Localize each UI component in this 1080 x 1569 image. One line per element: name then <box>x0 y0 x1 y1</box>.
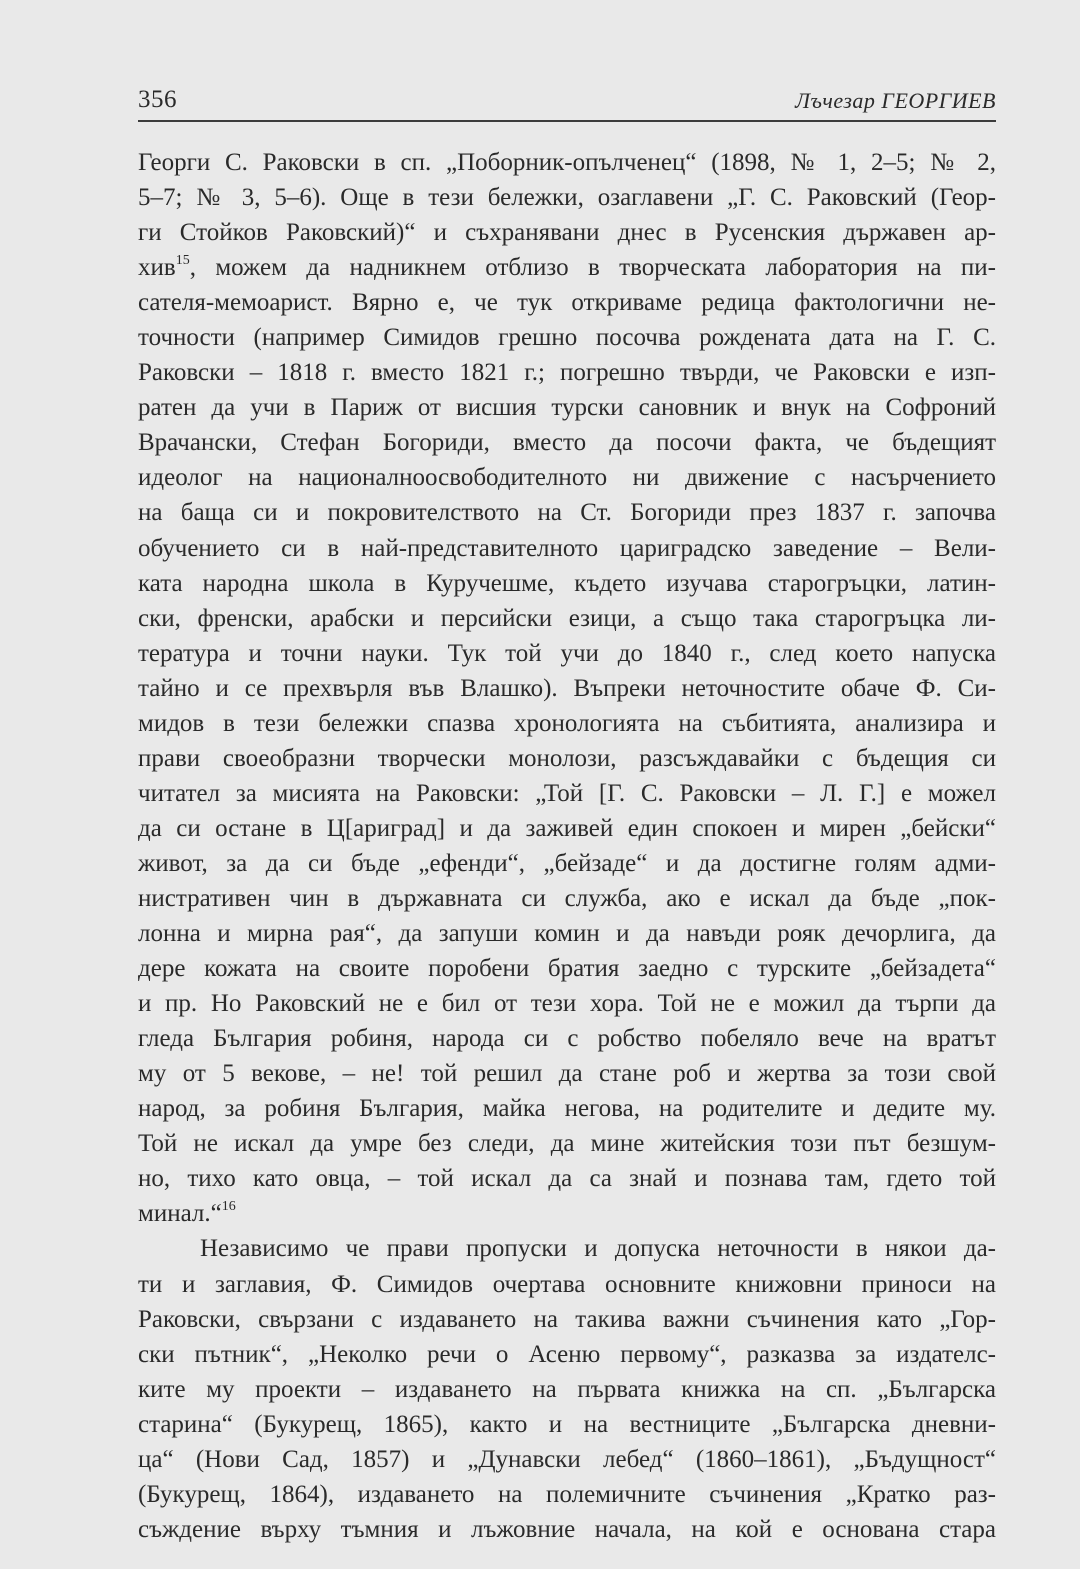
text-line <box>138 145 996 180</box>
text-line-content: нистративен чин в държавната си служба, ако е искал да бъде „пок- <box>138 884 996 912</box>
text-line <box>138 1407 996 1442</box>
page-number: 356 <box>138 86 177 113</box>
running-head-author: Лъчезар ГЕОРГИЕВ <box>795 88 996 113</box>
footnote-reference[interactable]: 16 <box>221 1199 236 1215</box>
text-line-content: ти и заглавия, Ф. Симидов очертава основните книжовни приноси на <box>138 1270 996 1298</box>
text-line-content: ги Стойков Раковский)“ и съхранявани днес в Русенския държавен ар- <box>138 219 996 247</box>
text-line-content: Раковски, свързани с издаването на такива важни съчинения като „Гор- <box>138 1305 996 1333</box>
text-line-content: сателя-мемоарист. Вярно е, че тук откриваме редица фактологични не- <box>138 289 996 317</box>
text-line <box>138 881 996 916</box>
text-line-content: и пр. Но Раковский не е бил от тези хора. Той не е можил да търпи да <box>138 990 996 1018</box>
text-line <box>138 320 996 355</box>
text-line <box>138 846 996 881</box>
text-line-content: Независимо че прави пропуски и допуска неточности в някои да- <box>200 1235 996 1263</box>
text-line <box>138 951 996 986</box>
text-line-content: мидов в тези бележки спазва хронологията на събитията, анализира и <box>138 709 996 737</box>
running-head <box>138 86 996 120</box>
text-line-content: дере кожата на своите поробени братия заедно с турските „бейзадета“ <box>138 955 996 983</box>
text-line <box>138 1337 996 1372</box>
text-line <box>138 1126 996 1161</box>
text-line <box>138 566 996 601</box>
text-line-content: но, тихо като овца, – той искал да са знай и познава там, гдето той <box>138 1165 996 1193</box>
text-line-content: Врачански, Стефан Богориди, вместо да посочи факта, че бъдещият <box>138 429 996 457</box>
text-line-content: му от 5 векове, – не! той решил да стане роб и жертва за този свой <box>138 1060 996 1088</box>
text-line <box>138 425 996 460</box>
text-line <box>138 215 996 250</box>
text-line <box>138 1477 996 1512</box>
text-line <box>138 1442 996 1477</box>
text-line <box>138 1021 996 1056</box>
text-line-content: Той не искал да умре без следи, да мине житейския този път безшум- <box>138 1130 996 1158</box>
text-line-content: 5–7; № 3, 5–6). Още в тези бележки, озаглавени „Г. С. Раковский (Геор- <box>138 184 996 212</box>
text-line <box>138 776 996 811</box>
text-line <box>138 1267 996 1302</box>
text-line <box>138 390 996 425</box>
text-line-content: тайно и се прехвърля във Влашко). Въпреки неточностите обаче Ф. Си- <box>138 674 996 702</box>
text-line <box>138 1512 996 1547</box>
text-line-content: гледа България робиня, народа си с робство побеляло вече на вратът <box>138 1025 996 1053</box>
text-line-content: лонна и мирна рая“, да запуши комин и да навъди рояк дечорлига, да <box>138 920 996 948</box>
footnote-reference[interactable]: 15 <box>175 252 190 268</box>
text-line-content: ца“ (Нови Сад, 1857) и „Дунавски лебед“ (1860–1861), „Бъдущност“ <box>138 1445 996 1473</box>
text-line <box>138 1196 996 1231</box>
text-line <box>138 706 996 741</box>
text-line <box>138 250 996 285</box>
text-line-continuation: , можем да надникнем отблизо в творческата лаборатория на пи- <box>189 254 996 282</box>
text-line <box>138 811 996 846</box>
text-line <box>138 355 996 390</box>
text-line <box>138 1372 996 1407</box>
text-line-content: живот, за да си бъде „ефенди“, „бейзаде“ и да достигне голям адми- <box>138 849 996 877</box>
text-line-content: хив <box>138 254 176 282</box>
text-line <box>138 671 996 706</box>
text-line <box>138 285 996 320</box>
text-line <box>138 495 996 530</box>
text-line-content: тература и точни науки. Тук той учи до 1840 г., след което напуска <box>138 639 996 667</box>
text-line <box>138 986 996 1021</box>
text-line-content: ски пътник“, „Неколко речи о Асеню первому“, разказва за издателс- <box>138 1340 996 1368</box>
text-line-content: точности (например Симидов грешно посочва рождената дата на Г. С. <box>138 324 996 352</box>
text-line <box>138 1056 996 1091</box>
text-line <box>138 636 996 671</box>
text-line-content: ките му проекти – издаването на първата книжка на сп. „Българска <box>138 1375 996 1403</box>
text-line-content: Раковски – 1818 г. вместо 1821 г.; погрешно твърди, че Раковски е изп- <box>138 359 996 387</box>
body-text <box>138 145 996 1547</box>
text-line <box>138 601 996 636</box>
text-line-content: прави своеобразни творчески монолози, разсъждавайки с бъдещия си <box>138 744 996 772</box>
text-line-content: ски, френски, арабски и персийски езици, а също така старогръцка ли- <box>138 604 996 632</box>
text-line-content: (Букурещ, 1864), издаването на полемичните съчинения „Кратко раз- <box>138 1480 996 1508</box>
text-line <box>138 916 996 951</box>
text-line-content: ратен да учи в Париж от висшия турски сановник и внук на Софроний <box>138 394 996 422</box>
text-line <box>138 1091 996 1126</box>
text-line <box>138 460 996 495</box>
header-rule <box>138 120 996 122</box>
text-line-content: обучението си в най-представителното цариградско заведение – Вели- <box>138 534 996 562</box>
text-line-content: народ, за робиня България, майка негова, на родителите и дедите му. <box>138 1095 996 1123</box>
text-line-content: ката народна школа в Куручешме, където изучава старогръцки, латин- <box>138 569 996 597</box>
text-line <box>138 180 996 215</box>
text-line-content: да си остане в Ц[ариград] и да заживей един спокоен и мирен „бейски“ <box>138 814 996 842</box>
text-line-content: на баща си и покровителството на Ст. Богориди през 1837 г. започва <box>138 499 996 527</box>
text-line <box>138 1302 996 1337</box>
text-line-content: идеолог на националноосвободителното ни движение с насърчението <box>138 464 996 492</box>
text-line <box>138 1161 996 1196</box>
text-line-content: минал.“ <box>138 1200 222 1228</box>
text-line-content: старина“ (Букурещ, 1865), както и на вестниците „Българска дневни- <box>138 1410 996 1438</box>
text-line-content: съждение върху тъмния и лъжовние начала, на кой е основана стара <box>138 1515 996 1543</box>
text-line <box>138 1231 996 1266</box>
text-line <box>138 531 996 566</box>
text-line-content: читател за мисията на Раковски: „Той [Г. С. Раковски – Л. Г.] е можел <box>138 779 996 807</box>
text-line <box>138 741 996 776</box>
text-line-content: Георги С. Раковски в сп. „Поборник-опълченец“ (1898, № 1, 2–5; № 2, <box>138 149 996 176</box>
